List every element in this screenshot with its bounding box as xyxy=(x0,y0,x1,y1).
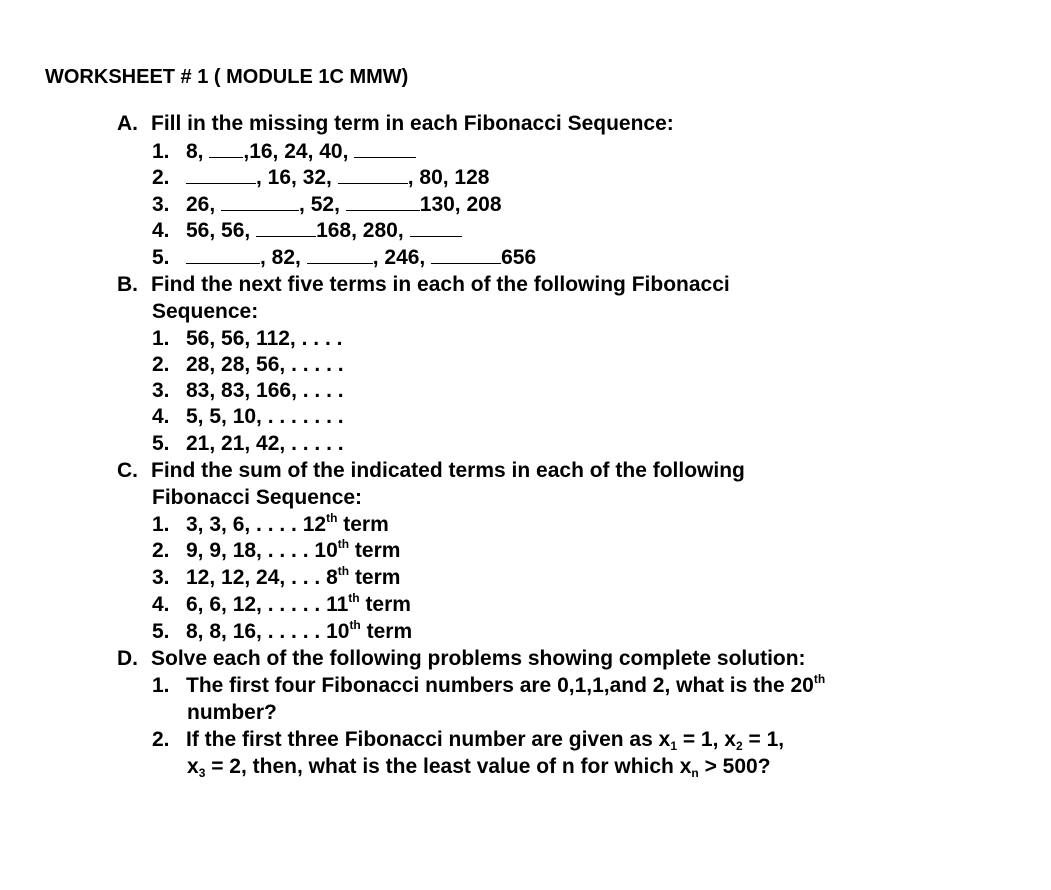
answer-blank[interactable] xyxy=(186,166,256,184)
section-c-item-4: 4. 6, 6, 12, . . . . . 11th term xyxy=(152,591,411,616)
section-b-heading: B. Find the next five terms in each of the following Fibonacci xyxy=(117,273,730,296)
worksheet-title: WORKSHEET # 1 ( MODULE 1C MMW) xyxy=(45,66,409,88)
answer-blank[interactable] xyxy=(410,219,462,237)
section-c-item-1: 1. 3, 3, 6, . . . . 12th term xyxy=(152,511,389,536)
section-d-problem-2-cont: $x_3 = 2$, then, what is the least value of n for which $x_n > 500$? xyxy=(187,755,771,780)
section-d-heading: D. Solve each of the following problems showing complete solution: xyxy=(117,647,806,670)
answer-blank[interactable] xyxy=(256,219,316,237)
answer-blank[interactable] xyxy=(209,140,243,158)
section-a-heading: A. Fill in the missing term in each Fibonacci Sequence: xyxy=(117,112,674,135)
section-c-item-5: 5. 8, 8, 16, . . . . . 10th term xyxy=(152,618,413,643)
section-b-item-3: 3. 83, 83, 166, . . . . xyxy=(152,379,344,402)
section-d-label: D. xyxy=(117,647,138,670)
section-a-item-1: 1. 8, ,16, 24, 40, xyxy=(152,140,416,164)
answer-blank[interactable] xyxy=(307,246,373,264)
section-b-item-4: 4. 5, 5, 10, . . . . . . . xyxy=(152,405,344,428)
section-b-item-5: 5. 21, 21, 42, . . . . . xyxy=(152,432,344,455)
section-d-problem-2: 2. If the first three Fibonacci number are given as $x_1 = 1$, $x_2 = 1$, xyxy=(152,728,785,753)
section-a-label: A. xyxy=(117,112,138,135)
section-d-problem-1: 1. The first four Fibonacci numbers are 0,1,1,and 2, what is the 20th xyxy=(152,672,826,697)
answer-blank[interactable] xyxy=(431,246,501,264)
section-b-label: B. xyxy=(117,273,138,296)
section-a-item-3: 3. 26, , 52, 130, 208 xyxy=(152,193,502,216)
section-c-heading: C. Find the sum of the indicated terms in each of the following xyxy=(117,459,745,482)
section-c-label: C. xyxy=(117,459,138,482)
answer-blank[interactable] xyxy=(221,193,299,211)
section-a-item-2: 2. , 16, 32, , 80, 128 xyxy=(152,166,490,189)
section-b-item-2: 2. 28, 28, 56, . . . . . xyxy=(152,353,344,376)
section-d-problem-1-cont: number? xyxy=(187,701,277,724)
section-c-item-2: 2. 9, 9, 18, . . . . 10th term xyxy=(152,537,401,562)
section-b-heading-cont: Sequence: xyxy=(152,300,259,323)
answer-blank[interactable] xyxy=(346,193,420,211)
section-a-item-4: 4. 56, 56, 168, 280, xyxy=(152,219,462,243)
answer-blank[interactable] xyxy=(338,166,408,184)
section-c-item-3: 3. 12, 12, 24, . . . 8th term xyxy=(152,564,401,589)
answer-blank[interactable] xyxy=(186,246,260,264)
section-a-item-5: 5. , 82, , 246, 656 xyxy=(152,246,537,269)
section-c-heading-cont: Fibonacci Sequence: xyxy=(152,486,363,509)
section-b-item-1: 1. 56, 56, 112, . . . . xyxy=(152,327,343,350)
answer-blank[interactable] xyxy=(354,140,416,158)
